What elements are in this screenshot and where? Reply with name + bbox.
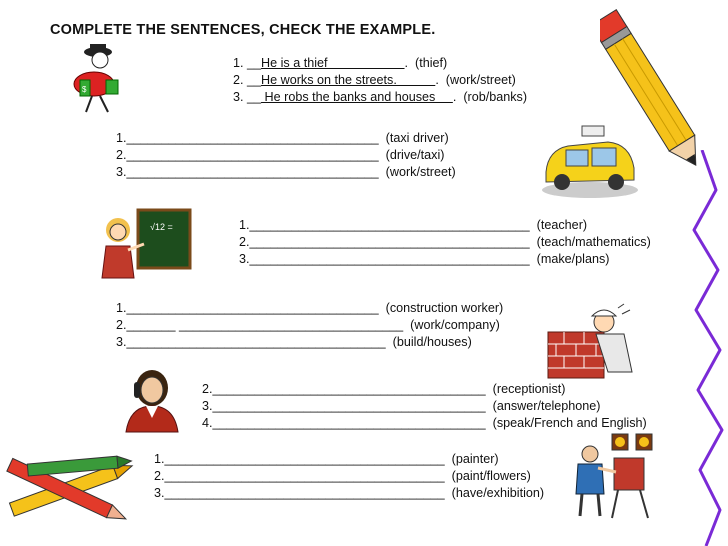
answer-blank[interactable]: ____________________________________ [126,165,379,179]
svg-text:$: $ [82,85,87,94]
example-lead: __ [247,73,262,87]
hint-text: (painter) [444,452,499,466]
svg-text:√12 =: √12 = [150,222,173,232]
line-number: 3. [239,252,250,266]
thief-clipart [66,42,136,114]
line-number: 3. [202,399,213,413]
hint-text: (construction worker) [378,301,504,315]
line-number: 3. [154,486,165,500]
answer-blank[interactable]: ________________________________________ [164,486,445,500]
answer-blank[interactable]: _______ ________________________________ [126,318,404,332]
teacher-clipart [98,206,194,284]
example-hint: . (thief) [404,56,448,70]
line-number: 3. [116,165,127,179]
line-number: 2. [239,235,250,249]
hint-text: (drive/taxi) [378,148,445,162]
line-number: 2. [202,382,213,396]
example-line-1 [233,55,447,71]
crayons-decoration [0,440,150,546]
hint-text: (taxi driver) [378,131,449,145]
hint-text: (paint/flowers) [444,469,531,483]
receptionist-line-1[interactable] [202,381,565,397]
line-number: 2. [116,318,127,332]
hint-text: (make/plans) [529,252,610,266]
line-number: 1. [116,131,127,145]
teacher-line-2[interactable] [239,234,651,250]
answer-blank[interactable]: ________________________________________ [249,252,530,266]
construction-clipart [544,302,640,382]
line-number: 2. [154,469,165,483]
line-number: 2. [116,148,127,162]
hint-text: (teacher) [529,218,588,232]
answer-blank[interactable]: ________________________________________ [164,469,445,483]
example-hint: . (work/street) [435,73,516,87]
answer-blank[interactable]: _____________________________________ [126,335,386,349]
answer-blank[interactable]: _______________________________________ [212,399,486,413]
hint-text: (have/exhibition) [444,486,545,500]
answer-blank[interactable]: ____________________________________ [126,301,379,315]
example-line-2 [233,72,516,88]
hint-text: (work/street) [378,165,456,179]
answer-blank[interactable]: ____________________________________ [126,131,379,145]
line-number: 4. [202,416,213,430]
construction-line-3[interactable] [116,334,472,350]
teacher-line-3[interactable] [239,251,609,267]
receptionist-clipart [120,366,192,434]
answer-blank[interactable]: _______________________________________ [212,416,486,430]
example-answer: He works on the streets. [261,73,436,87]
answer-blank[interactable]: _______________________________________ [212,382,486,396]
answer-blank[interactable]: ____________________________________ [126,148,379,162]
line-number: 1. [233,56,244,70]
painter-line-2[interactable] [154,468,531,484]
line-number: 1. [116,301,127,315]
painter-line-3[interactable] [154,485,544,501]
example-answer: He is a thief [261,56,405,70]
line-number: 3. [116,335,127,349]
hint-text: (receptionist) [485,382,566,396]
taxi-line-3[interactable] [116,164,456,180]
taxi-line-1[interactable] [116,130,449,146]
teacher-line-1[interactable] [239,217,587,233]
line-number: 3. [233,90,244,104]
receptionist-line-2[interactable] [202,398,601,414]
line-number: 2. [233,73,244,87]
example-line-3 [233,89,527,105]
worksheet-title: COMPLETE THE SENTENCES, CHECK THE EXAMPLE. [50,22,436,38]
painter-clipart [568,428,660,520]
hint-text: (work/company) [403,318,500,332]
hint-text: (teach/mathematics) [529,235,651,249]
example-lead: __ [247,90,262,104]
answer-blank[interactable]: ________________________________________ [249,235,530,249]
example-lead: __ [247,56,262,70]
answer-blank[interactable]: ________________________________________ [164,452,445,466]
hint-text: (speak/French and English) [485,416,647,430]
hint-text: (build/houses) [385,335,472,349]
answer-blank[interactable]: ________________________________________ [249,218,530,232]
purple-scribble-decoration [676,150,728,546]
line-number: 1. [239,218,250,232]
construction-line-1[interactable] [116,300,503,316]
hint-text: (answer/telephone) [485,399,601,413]
example-hint: . (rob/banks) [452,90,528,104]
painter-line-1[interactable] [154,451,499,467]
construction-line-2[interactable] [116,317,500,333]
taxi-line-2[interactable] [116,147,444,163]
line-number: 1. [154,452,165,466]
example-answer: He robs the banks and houses [261,90,453,104]
